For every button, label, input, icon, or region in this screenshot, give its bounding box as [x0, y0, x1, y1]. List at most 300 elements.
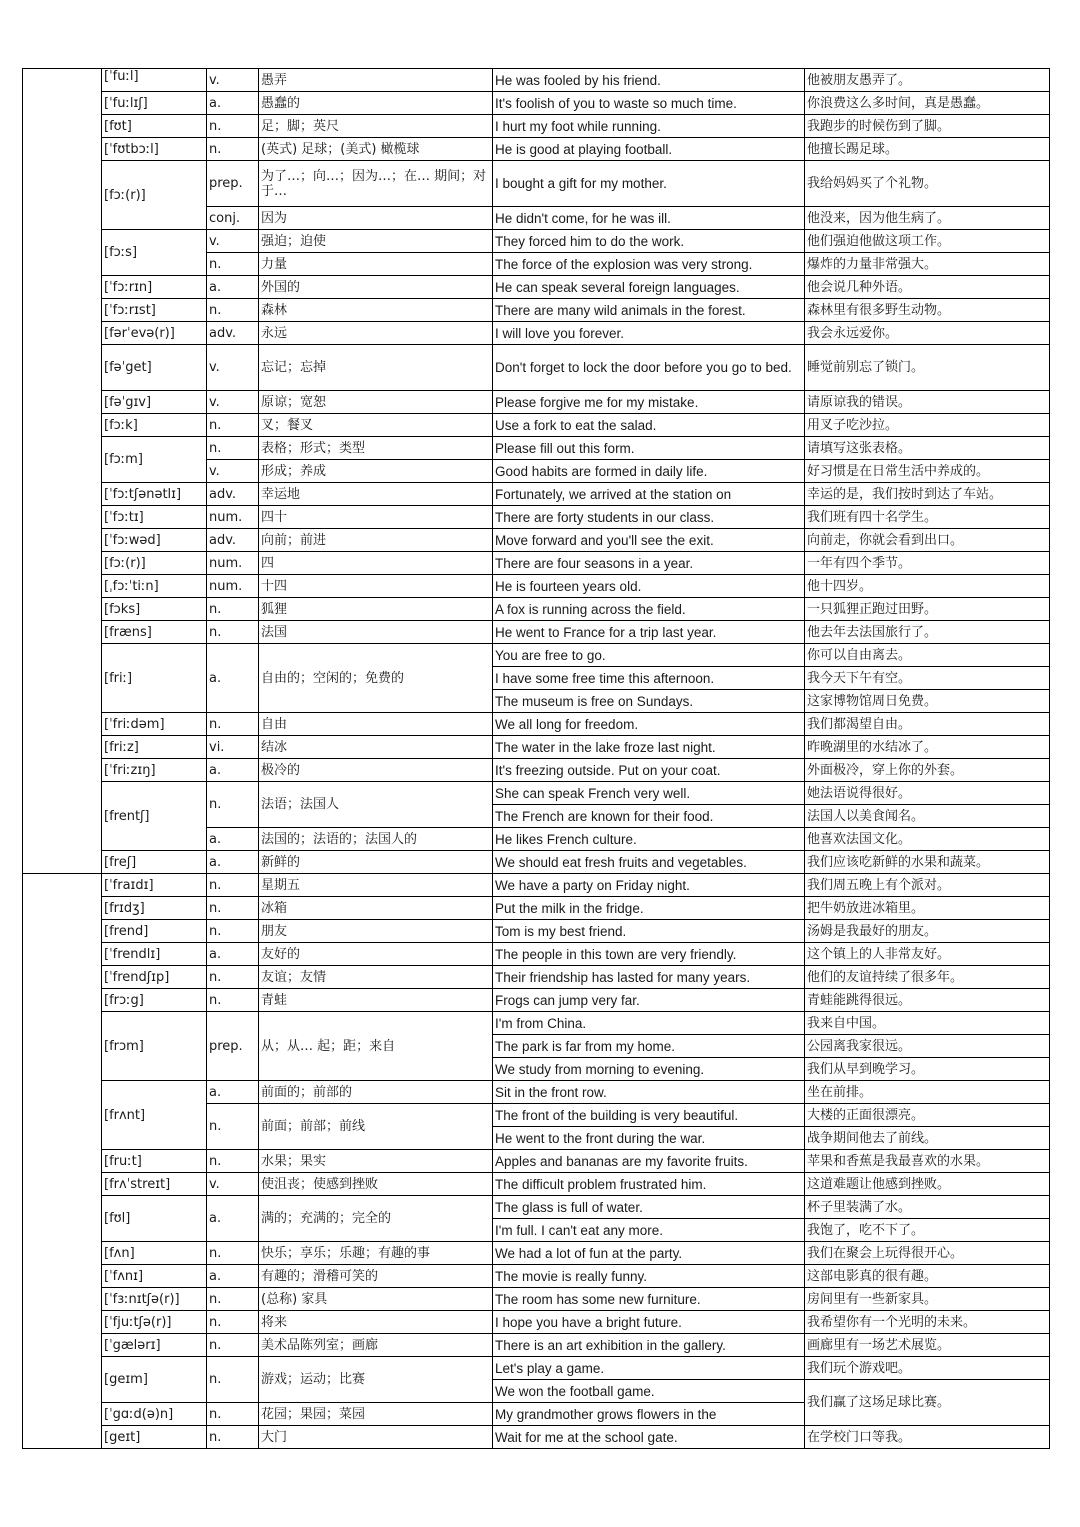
example-cell: A fox is running across the field. — [493, 598, 805, 621]
phonetic-cell: [frʌˈstreɪt] — [102, 1173, 207, 1196]
pos-cell: n. — [207, 299, 259, 322]
translation-cell: 战争期间他去了前线。 — [805, 1127, 1050, 1150]
example-cell: He can speak several foreign languages. — [493, 276, 805, 299]
translation-cell: 我们在聚会上玩得很开心。 — [805, 1242, 1050, 1265]
example-cell: We should eat fresh fruits and vegetables. — [493, 851, 805, 874]
meaning-cell: 叉；餐叉 — [259, 414, 493, 437]
translation-cell: 我们赢了这场足球比赛。 — [805, 1380, 1050, 1426]
example-cell: We won the football game. — [493, 1380, 805, 1403]
meaning-cell: 因为 — [259, 207, 493, 230]
meaning-cell: 将来 — [259, 1311, 493, 1334]
table-row — [23, 506, 1050, 529]
translation-cell: 我们从早到晚学习。 — [805, 1058, 1050, 1081]
example-cell: I will love you forever. — [493, 322, 805, 345]
meaning-cell: 花园；果园；菜园 — [259, 1403, 493, 1426]
phonetic-cell: [fəˈget] — [102, 345, 207, 391]
phonetic-cell: [ˈfʌnɪ] — [102, 1265, 207, 1288]
phonetic-cell: [frentʃ] — [102, 782, 207, 851]
translation-cell: 我希望你有一个光明的未来。 — [805, 1311, 1050, 1334]
example-cell: There is an art exhibition in the gallery. — [493, 1334, 805, 1357]
table-row — [23, 1426, 1050, 1449]
phonetic-cell: [fʌn] — [102, 1242, 207, 1265]
translation-cell: 幸运的是，我们按时到达了车站。 — [805, 483, 1050, 506]
meaning-cell: 忘记；忘掉 — [259, 345, 493, 391]
translation-cell: 我会永远爱你。 — [805, 322, 1050, 345]
meaning-cell: 前面的；前部的 — [259, 1081, 493, 1104]
phonetic-cell: [friː] — [102, 644, 207, 713]
example-cell: The movie is really funny. — [493, 1265, 805, 1288]
pos-cell: n. — [207, 713, 259, 736]
table-row — [23, 483, 1050, 506]
table-row — [23, 989, 1050, 1012]
pos-cell: prep. — [207, 161, 259, 207]
phonetic-cell: [fræns] — [102, 621, 207, 644]
translation-cell: 把牛奶放进冰箱里。 — [805, 897, 1050, 920]
phonetic-cell: [frɪdʒ] — [102, 897, 207, 920]
pos-cell: n. — [207, 1357, 259, 1403]
example-cell: You are free to go. — [493, 644, 805, 667]
phonetic-cell: [frend] — [102, 920, 207, 943]
meaning-cell: 前面；前部；前线 — [259, 1104, 493, 1150]
translation-cell: 他没来，因为他生病了。 — [805, 207, 1050, 230]
table-row — [23, 1311, 1050, 1334]
phonetic-cell: [fruːt] — [102, 1150, 207, 1173]
translation-cell: 好习惯是在日常生活中养成的。 — [805, 460, 1050, 483]
translation-cell: 他擅长踢足球。 — [805, 138, 1050, 161]
example-cell: I'm full. I can't eat any more. — [493, 1219, 805, 1242]
pos-cell: n. — [207, 253, 259, 276]
example-cell: The glass is full of water. — [493, 1196, 805, 1219]
phonetic-cell: [ˈfuːlɪʃ] — [102, 92, 207, 115]
translation-cell: 请填写这张表格。 — [805, 437, 1050, 460]
example-cell: He went to France for a trip last year. — [493, 621, 805, 644]
table-row — [23, 1334, 1050, 1357]
word-column-cell — [23, 69, 102, 874]
pos-cell: a. — [207, 828, 259, 851]
example-cell: The people in this town are very friendly. — [493, 943, 805, 966]
meaning-cell: 外国的 — [259, 276, 493, 299]
meaning-cell: 游戏；运动；比赛 — [259, 1357, 493, 1403]
example-cell: Frogs can jump very far. — [493, 989, 805, 1012]
pos-cell: n. — [207, 1242, 259, 1265]
meaning-cell: 森林 — [259, 299, 493, 322]
pos-cell: v. — [207, 345, 259, 391]
table-row — [23, 69, 1050, 92]
table-row — [23, 1081, 1050, 1104]
translation-cell: 汤姆是我最好的朋友。 — [805, 920, 1050, 943]
translation-cell: 我们班有四十名学生。 — [805, 506, 1050, 529]
table-row — [23, 575, 1050, 598]
example-cell: He went to the front during the war. — [493, 1127, 805, 1150]
phonetic-cell: [frɔːg] — [102, 989, 207, 1012]
translation-cell: 用叉子吃沙拉。 — [805, 414, 1050, 437]
pos-cell: adv. — [207, 483, 259, 506]
translation-cell: 请原谅我的错误。 — [805, 391, 1050, 414]
translation-cell: 我们都渴望自由。 — [805, 713, 1050, 736]
pos-cell: conj. — [207, 207, 259, 230]
meaning-cell: (英式) 足球；(美式) 橄榄球 — [259, 138, 493, 161]
translation-cell: 坐在前排。 — [805, 1081, 1050, 1104]
table-row — [23, 414, 1050, 437]
table-row — [23, 552, 1050, 575]
meaning-cell: 永远 — [259, 322, 493, 345]
meaning-cell: 力量 — [259, 253, 493, 276]
translation-cell: 公园离我家很远。 — [805, 1035, 1050, 1058]
table-row — [23, 1012, 1050, 1035]
meaning-cell: 足；脚；英尺 — [259, 115, 493, 138]
example-cell: The difficult problem frustrated him. — [493, 1173, 805, 1196]
table-row — [23, 1357, 1050, 1380]
table-row — [23, 759, 1050, 782]
pos-cell: n. — [207, 874, 259, 897]
meaning-cell: (总称) 家具 — [259, 1288, 493, 1311]
translation-cell: 他被朋友愚弄了。 — [805, 69, 1050, 92]
phonetic-cell: [ˈfɔːtʃənətlɪ] — [102, 483, 207, 506]
translation-cell: 爆炸的力量非常强大。 — [805, 253, 1050, 276]
translation-cell: 森林里有很多野生动物。 — [805, 299, 1050, 322]
meaning-cell: 强迫；迫使 — [259, 230, 493, 253]
pos-cell: n. — [207, 966, 259, 989]
table-row — [23, 966, 1050, 989]
phonetic-cell: [ˈfrendlɪ] — [102, 943, 207, 966]
table-row — [23, 736, 1050, 759]
meaning-cell: 向前；前进 — [259, 529, 493, 552]
translation-cell: 一年有四个季节。 — [805, 552, 1050, 575]
phonetic-cell — [102, 69, 207, 92]
phonetic-cell: [fɔːm] — [102, 437, 207, 483]
phonetic-cell: [ˈgɑːd(ə)n] — [102, 1403, 207, 1426]
meaning-cell: 友好的 — [259, 943, 493, 966]
phonetic-cell: [fɔːk] — [102, 414, 207, 437]
pos-cell: n. — [207, 782, 259, 828]
table-row — [23, 276, 1050, 299]
phonetic-cell: [ˈfriːzɪŋ] — [102, 759, 207, 782]
example-cell: I have some free time this afternoon. — [493, 667, 805, 690]
table-row — [23, 897, 1050, 920]
phonetic-cell: [ˌfɔːˈtiːn] — [102, 575, 207, 598]
phonetic-cell: [fʊt] — [102, 115, 207, 138]
meaning-cell: 使沮丧；使感到挫败 — [259, 1173, 493, 1196]
translation-cell: 法国人以美食闻名。 — [805, 805, 1050, 828]
translation-cell: 你可以自由离去。 — [805, 644, 1050, 667]
example-cell: Please fill out this form. — [493, 437, 805, 460]
translation-cell: 我给妈妈买了个礼物。 — [805, 161, 1050, 207]
phonetic-cell: [fʊl] — [102, 1196, 207, 1242]
translation-cell: 昨晚湖里的水结冰了。 — [805, 736, 1050, 759]
pos-cell: n. — [207, 989, 259, 1012]
table-row — [23, 874, 1050, 897]
example-cell: Wait for me at the school gate. — [493, 1426, 805, 1449]
meaning-cell: 法国的；法语的；法国人的 — [259, 828, 493, 851]
table-row — [23, 644, 1050, 667]
phonetic-cell: [freʃ] — [102, 851, 207, 874]
meaning-cell: 愚弄 — [259, 69, 493, 92]
translation-cell: 苹果和香蕉是我最喜欢的水果。 — [805, 1150, 1050, 1173]
example-cell: I bought a gift for my mother. — [493, 161, 805, 207]
meaning-cell: 有趣的；滑稽可笑的 — [259, 1265, 493, 1288]
example-cell: My grandmother grows flowers in the — [493, 1403, 805, 1426]
table-row — [23, 851, 1050, 874]
example-cell: He didn't come, for he was ill. — [493, 207, 805, 230]
meaning-cell: 自由 — [259, 713, 493, 736]
example-cell: He is fourteen years old. — [493, 575, 805, 598]
table-row — [23, 115, 1050, 138]
meaning-cell: 美术品陈列室；画廊 — [259, 1334, 493, 1357]
meaning-cell: 青蛙 — [259, 989, 493, 1012]
translation-cell: 这个镇上的人非常友好。 — [805, 943, 1050, 966]
pos-cell: a. — [207, 1196, 259, 1242]
example-cell: The museum is free on Sundays. — [493, 690, 805, 713]
example-cell: Put the milk in the fridge. — [493, 897, 805, 920]
translation-cell: 我们周五晚上有个派对。 — [805, 874, 1050, 897]
table-row — [23, 621, 1050, 644]
pos-cell: a. — [207, 943, 259, 966]
meaning-cell: 结冰 — [259, 736, 493, 759]
example-cell: He is good at playing football. — [493, 138, 805, 161]
translation-cell: 我今天下午有空。 — [805, 667, 1050, 690]
example-cell: Let's play a game. — [493, 1357, 805, 1380]
table-row — [23, 598, 1050, 621]
example-cell: Use a fork to eat the salad. — [493, 414, 805, 437]
example-cell: Fortunately, we arrived at the station on — [493, 483, 805, 506]
example-cell: It's foolish of you to waste so much time. — [493, 92, 805, 115]
translation-cell: 他们强迫他做这项工作。 — [805, 230, 1050, 253]
meaning-cell: 愚蠢的 — [259, 92, 493, 115]
meaning-cell: 从；从… 起；距；来自 — [259, 1012, 493, 1081]
translation-cell: 睡觉前别忘了锁门。 — [805, 345, 1050, 391]
example-cell: There are forty students in our class. — [493, 506, 805, 529]
pos-cell: vi. — [207, 736, 259, 759]
translation-cell: 她法语说得很好。 — [805, 782, 1050, 805]
pos-cell: a. — [207, 1081, 259, 1104]
example-cell: She can speak French very well. — [493, 782, 805, 805]
phonetic-cell: [friːz] — [102, 736, 207, 759]
table-row — [23, 138, 1050, 161]
example-cell: The front of the building is very beautiful. — [493, 1104, 805, 1127]
translation-cell: 我跑步的时候伤到了脚。 — [805, 115, 1050, 138]
meaning-cell: 四 — [259, 552, 493, 575]
meaning-cell: 大门 — [259, 1426, 493, 1449]
pos-cell: n. — [207, 437, 259, 460]
phonetic-cell: [ˈfɔːtɪ] — [102, 506, 207, 529]
pos-cell: n. — [207, 1334, 259, 1357]
example-cell: The park is far from my home. — [493, 1035, 805, 1058]
phonetic-cell: [fɔː(r)] — [102, 552, 207, 575]
example-cell: He likes French culture. — [493, 828, 805, 851]
phonetic-cell: [ˈfɔːrɪst] — [102, 299, 207, 322]
table-row — [23, 391, 1050, 414]
example-cell: Move forward and you'll see the exit. — [493, 529, 805, 552]
table-row — [23, 1173, 1050, 1196]
example-cell: Don't forget to lock the door before you go to bed. — [493, 345, 805, 391]
phonetic-text: [ˈfuːl] — [104, 68, 139, 84]
phonetic-cell: [frɔm] — [102, 1012, 207, 1081]
translation-cell: 他们的友谊持续了很多年。 — [805, 966, 1050, 989]
phonetic-cell: [fɔːs] — [102, 230, 207, 276]
translation-cell: 他去年去法国旅行了。 — [805, 621, 1050, 644]
phonetic-cell: [ˈfjuːtʃə(r)] — [102, 1311, 207, 1334]
pos-cell: a. — [207, 1265, 259, 1288]
meaning-cell: 新鲜的 — [259, 851, 493, 874]
translation-cell: 杯子里装满了水。 — [805, 1196, 1050, 1219]
phonetic-cell: [ˈfriːdəm] — [102, 713, 207, 736]
pos-cell: adv. — [207, 322, 259, 345]
pos-cell: num. — [207, 575, 259, 598]
translation-cell: 在学校门口等我。 — [805, 1426, 1050, 1449]
pos-cell: n. — [207, 598, 259, 621]
translation-cell: 画廊里有一场艺术展览。 — [805, 1334, 1050, 1357]
example-cell: The room has some new furniture. — [493, 1288, 805, 1311]
meaning-cell: 表格；形式；类型 — [259, 437, 493, 460]
pos-cell: n. — [207, 621, 259, 644]
table-row — [23, 1150, 1050, 1173]
phonetic-cell: [ˈfɔːrɪn] — [102, 276, 207, 299]
translation-cell: 向前走，你就会看到出口。 — [805, 529, 1050, 552]
translation-cell: 他会说几种外语。 — [805, 276, 1050, 299]
table-row — [23, 529, 1050, 552]
pos-cell: prep. — [207, 1012, 259, 1081]
meaning-cell: 四十 — [259, 506, 493, 529]
table-row — [23, 782, 1050, 805]
example-cell: Tom is my best friend. — [493, 920, 805, 943]
pos-cell: v. — [207, 230, 259, 253]
translation-cell: 我们应该吃新鲜的水果和蔬菜。 — [805, 851, 1050, 874]
example-cell: The water in the lake froze last night. — [493, 736, 805, 759]
example-cell: It's freezing outside. Put on your coat. — [493, 759, 805, 782]
pos-cell: n. — [207, 1426, 259, 1449]
translation-cell: 我饱了，吃不下了。 — [805, 1219, 1050, 1242]
example-cell: I hope you have a bright future. — [493, 1311, 805, 1334]
example-cell: Apples and bananas are my favorite fruits. — [493, 1150, 805, 1173]
example-cell: There are many wild animals in the forest. — [493, 299, 805, 322]
meaning-cell: 水果；果实 — [259, 1150, 493, 1173]
pos-cell: a. — [207, 851, 259, 874]
example-cell: The force of the explosion was very strong. — [493, 253, 805, 276]
example-cell: We all long for freedom. — [493, 713, 805, 736]
table-row — [23, 299, 1050, 322]
phonetic-cell: [fərˈevə(r)] — [102, 322, 207, 345]
word-column-cell — [23, 874, 102, 1449]
pos-cell: v. — [207, 391, 259, 414]
example-cell: They forced him to do the work. — [493, 230, 805, 253]
phonetic-cell: [ˈfʊtbɔːl] — [102, 138, 207, 161]
meaning-cell: 法语；法国人 — [259, 782, 493, 828]
example-cell: Sit in the front row. — [493, 1081, 805, 1104]
example-cell: I'm from China. — [493, 1012, 805, 1035]
example-cell: We had a lot of fun at the party. — [493, 1242, 805, 1265]
phonetic-cell: [frʌnt] — [102, 1081, 207, 1150]
pos-cell: v. — [207, 69, 259, 92]
example-cell: I hurt my foot while running. — [493, 115, 805, 138]
example-cell: Their friendship has lasted for many years. — [493, 966, 805, 989]
pos-cell: n. — [207, 1150, 259, 1173]
table-row — [23, 322, 1050, 345]
meaning-cell: 狐狸 — [259, 598, 493, 621]
meaning-cell: 自由的；空闲的；免费的 — [259, 644, 493, 713]
meaning-cell: 友谊；友情 — [259, 966, 493, 989]
pos-cell: n. — [207, 1403, 259, 1426]
pos-cell: num. — [207, 506, 259, 529]
example-cell: Please forgive me for my mistake. — [493, 391, 805, 414]
example-cell: We have a party on Friday night. — [493, 874, 805, 897]
pos-cell: n. — [207, 1104, 259, 1150]
translation-cell: 大楼的正面很漂亮。 — [805, 1104, 1050, 1127]
table-row — [23, 1265, 1050, 1288]
translation-cell: 我们玩个游戏吧。 — [805, 1357, 1050, 1380]
example-cell: The French are known for their food. — [493, 805, 805, 828]
phonetic-cell: [ˈfɔːwəd] — [102, 529, 207, 552]
meaning-cell: 快乐；享乐；乐趣；有趣的事 — [259, 1242, 493, 1265]
translation-cell: 一只狐狸正跑过田野。 — [805, 598, 1050, 621]
translation-cell: 他喜欢法国文化。 — [805, 828, 1050, 851]
meaning-cell: 满的；充满的；完全的 — [259, 1196, 493, 1242]
meaning-cell: 形成；养成 — [259, 460, 493, 483]
table-row — [23, 1196, 1050, 1219]
pos-cell: n. — [207, 414, 259, 437]
phonetic-cell: [fəˈgɪv] — [102, 391, 207, 414]
meaning-cell: 法国 — [259, 621, 493, 644]
phonetic-cell: [geɪm] — [102, 1357, 207, 1403]
example-cell: He was fooled by his friend. — [493, 69, 805, 92]
pos-cell: n. — [207, 920, 259, 943]
table-row — [23, 437, 1050, 460]
translation-cell: 这家博物馆周日免费。 — [805, 690, 1050, 713]
translation-cell: 这部电影真的很有趣。 — [805, 1265, 1050, 1288]
example-cell: There are four seasons in a year. — [493, 552, 805, 575]
phonetic-cell: [fɔks] — [102, 598, 207, 621]
meaning-cell: 幸运地 — [259, 483, 493, 506]
pos-cell: v. — [207, 460, 259, 483]
meaning-cell: 冰箱 — [259, 897, 493, 920]
meaning-cell: 为了…；向…；因为…；在… 期间；对于… — [259, 161, 493, 207]
translation-cell: 这道难题让他感到挫败。 — [805, 1173, 1050, 1196]
phonetic-cell: [ˈgælərɪ] — [102, 1334, 207, 1357]
translation-cell: 青蛙能跳得很远。 — [805, 989, 1050, 1012]
phonetic-cell: [ˈfɜːnɪtʃə(r)] — [102, 1288, 207, 1311]
table-row — [23, 230, 1050, 253]
meaning-cell: 朋友 — [259, 920, 493, 943]
translation-cell: 我来自中国。 — [805, 1012, 1050, 1035]
phonetic-cell: [fɔː(r)] — [102, 161, 207, 230]
translation-cell: 外面极冷，穿上你的外套。 — [805, 759, 1050, 782]
phonetic-cell: [geɪt] — [102, 1426, 207, 1449]
table-row — [23, 713, 1050, 736]
pos-cell: a. — [207, 276, 259, 299]
pos-cell: a. — [207, 92, 259, 115]
pos-cell: adv. — [207, 529, 259, 552]
pos-cell: n. — [207, 897, 259, 920]
table-row — [23, 943, 1050, 966]
pos-cell: a. — [207, 644, 259, 713]
pos-cell: n. — [207, 1288, 259, 1311]
pos-cell: n. — [207, 1311, 259, 1334]
pos-cell: a. — [207, 759, 259, 782]
phonetic-cell: [ˈfraɪdɪ] — [102, 874, 207, 897]
table-row — [23, 920, 1050, 943]
table-row — [23, 161, 1050, 207]
vocabulary-table — [22, 68, 1050, 1449]
pos-cell: num. — [207, 552, 259, 575]
table-row — [23, 1288, 1050, 1311]
pos-cell: n. — [207, 115, 259, 138]
example-cell: We study from morning to evening. — [493, 1058, 805, 1081]
pos-cell: n. — [207, 138, 259, 161]
meaning-cell: 星期五 — [259, 874, 493, 897]
translation-cell: 房间里有一些新家具。 — [805, 1288, 1050, 1311]
meaning-cell: 原谅；宽恕 — [259, 391, 493, 414]
pos-cell: v. — [207, 1173, 259, 1196]
table-row — [23, 92, 1050, 115]
